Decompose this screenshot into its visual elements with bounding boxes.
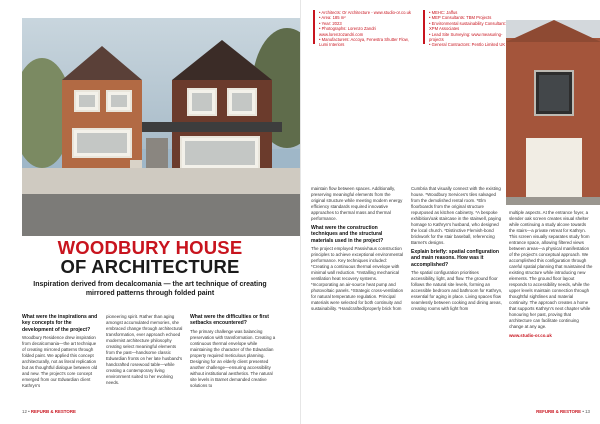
answer-text: The spatial configuration prioritises accessibility, light, and flow. The ground floor follows the natural site levels, forming an accessible bedroom and bathroom for Kathryn, essential for aging in place. Living spaces flow seamlessly between cooking and dining areas, creating rooms with light from xyxy=(411,269,503,311)
answer-text: The primary challenge was balancing preservation with transformation. Creating a continuous thermal envelope while maintaining the character of the Edwardian property required meticulous planning. Designing for an elderly client presented another challenge—ensuring accessibility without institutional aesthetics. The natural site levels in Barnet demanded creative solutions to xyxy=(190,328,276,388)
right-column-1 xyxy=(311,186,405,315)
roof-gable xyxy=(506,20,600,42)
garden-wall xyxy=(22,168,300,194)
window xyxy=(227,88,257,116)
answer-text: multiple aspects. At the entrance foyer, a slender oak screen creates visual shelter while continuing a study alcove towards the stairs—a private retreat for Kathryn. This screen visually separates study from entrance space, allowing filtered views between areas—a physical manifestation of the project's conceptual approach. We accomplished this configuration through careful spatial planning that maintained the existing structure while introducing new elements. The ground floor layout responds to accessibility needs, while the upper levels maintain connection through thoughtful sightlines and material continuity. The approach creates a home that supports Kathryn's next chapter while honouring her past, proving that architecture can facilitate continuing change at any age. xyxy=(509,210,593,329)
credit-line: • MEP Consultants: TBM Projects xyxy=(429,15,492,21)
credit-line: XPM Associates xyxy=(429,26,460,32)
answer-text: Woodbury Residence drew inspiration from decalcomania—the art technique of creating mirrored patterns through folded paint. We applied this concept architecturally, not as literal replication but as thoughtful dialogue between old and new. The project's core concept emerged from our Edwardian client Kathryn's xyxy=(22,334,98,388)
left-column-3 xyxy=(190,314,278,392)
credits-list-2 xyxy=(429,10,517,48)
magazine-brand: REFURB & RESTORE xyxy=(536,409,582,414)
right-page xyxy=(300,0,600,424)
roof-gable xyxy=(172,40,272,80)
article-title xyxy=(22,238,278,276)
window xyxy=(106,90,132,112)
question-heading: What were the difficulties or first setbacks encountered? xyxy=(190,314,269,327)
credit-line: • General Contractors: Pentlo Limited UK xyxy=(429,42,506,48)
credits-list-1 xyxy=(319,10,415,48)
credit-line: • Manufacturers: Accoya, Fenestra Shutter Flow, Lumi Interiors xyxy=(319,37,409,48)
title-line-1: WOODBURY HOUSE xyxy=(57,237,243,258)
website-link[interactable]: www.studio-or.co.uk xyxy=(509,333,552,338)
credit-line: • MEHC: Jaffus xyxy=(429,10,458,15)
window xyxy=(74,90,100,112)
magazine-brand: REFURB & RESTORE xyxy=(30,409,76,414)
right-column-2 xyxy=(411,186,503,315)
credit-line: • Year: 2023 xyxy=(319,20,342,26)
footer-left: 12 • REFURB & RESTORE xyxy=(22,409,76,414)
window xyxy=(180,136,260,170)
credit-line: www.lorenzozandri.com xyxy=(319,31,364,37)
footer-right: REFURB & RESTORE • 13 xyxy=(536,409,590,414)
page-number: 12 xyxy=(22,409,27,414)
credits-rule xyxy=(423,10,425,44)
question-heading: What were the inspirations and key concepts for the development of the project? xyxy=(22,314,98,333)
credit-line: • Area: 185 m² xyxy=(319,15,346,21)
roof-gable xyxy=(62,46,142,80)
left-column-2 xyxy=(106,314,184,389)
window xyxy=(187,88,217,116)
article-subtitle: Inspiration derived from decalcomania — the art technique of creating mirrored patterns through folded paint xyxy=(33,281,267,297)
answer-text: The project employed Passivhaus construction principles to achieve exceptional environmental performance. Key techniques included: *Creating a continuous thermal envelope with minimal wall reduction. *Installing mechanical ventilation heat recovery systems. *Incorporating an air-source heat pump and photovoltaic panels. *Strategic cross-ventilation for natural temperature regulation. Principal materials were selected for both continuity and sustainability. *Handcrafted/properly brick from xyxy=(311,245,404,311)
answer-text: Cumbria that visually connect with the existing house. *Woodbury Services's tiles salvaged from the demolished rental room. *Elm floorboards from the original structure repurposed as kitchen cabinetry. *A bespoke exhibition/oak staircase in the stairwell, paying homage to Kathryn's husband, who designed the local church. *Distinctive Flemish-bond brickwork for the stair baseball, referencing Barnet's designs. xyxy=(411,186,502,245)
window xyxy=(534,70,574,116)
porch-roof xyxy=(142,122,282,132)
right-column-3 xyxy=(509,210,593,342)
credit-line: • Lead Site Surveying: www.measuring-projects xyxy=(429,31,503,43)
credit-line: • Environmental sustainability Consultant: xyxy=(429,20,506,26)
patio xyxy=(506,197,600,205)
credits-rule xyxy=(313,10,315,44)
extension-photo xyxy=(506,20,600,205)
answer-text: pioneering spirit. Rather than aging amongst accumulated memories, she embraced change through architectural transformation, ever approach echoed modernist architecture philosophy creating select meaningful elements from the past—handsome classic Edwardian fronts on her late husband's handcrafted rosewood table—while creating a contemporary living environment suited to her evolving needs. xyxy=(106,314,183,385)
title-line-2: OF ARCHITECTURE xyxy=(60,256,240,277)
answer-text: maintain flow between spaces. Additionally, preserving meaningful elements from the original structure while meeting modern energy efficiency standards required innovative approaches to thermal mass and thermal performance. xyxy=(311,186,403,221)
credit-line: • Architects: Or Architecture - www.studio-or.co.uk xyxy=(319,10,411,15)
door xyxy=(526,138,582,198)
house-exterior-photo xyxy=(22,18,300,236)
question-heading: What were the construction techniques and the structural materials used in the project? xyxy=(311,225,384,244)
page-number: 13 xyxy=(585,409,590,414)
credit-line: • Photographs: Lorenzo Zandri xyxy=(319,26,376,32)
left-column-1 xyxy=(22,314,100,392)
driveway xyxy=(22,194,300,236)
window xyxy=(72,128,132,158)
question-heading: Explain briefly: spatial configuration and main reasons. How was it accomplished? xyxy=(411,249,500,268)
